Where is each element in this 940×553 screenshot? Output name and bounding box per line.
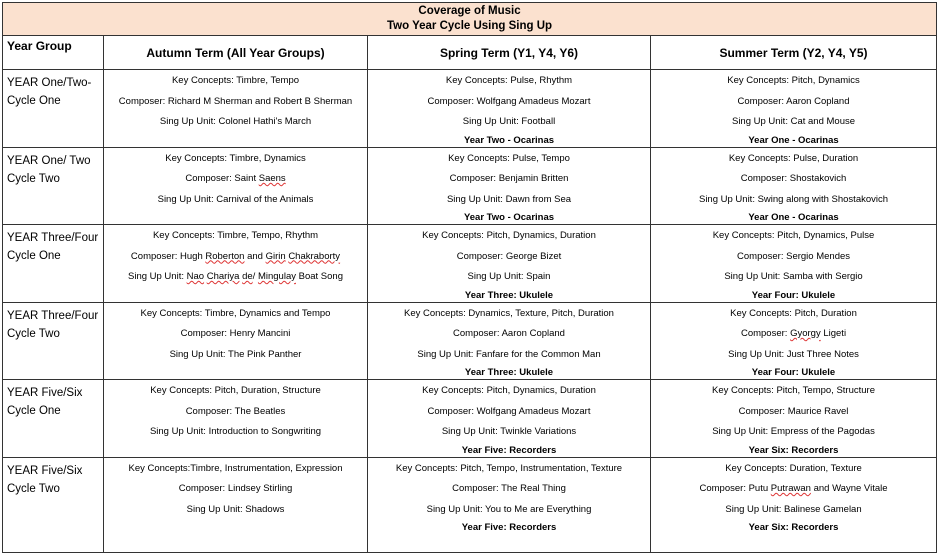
unit-text: Sing Up Unit: [128, 271, 187, 282]
instrument-label: Year Three: Ukulele [464, 367, 554, 378]
composer-text: Ligeti [823, 328, 847, 339]
spellcheck-marked-word: Roberton [205, 250, 245, 262]
header-year-group: Year Group [3, 36, 104, 70]
key-concepts: Key Concepts:Timbre, Instrumentation, Expression [128, 462, 343, 474]
key-concepts: Key Concepts: Pulse, Duration [728, 152, 859, 164]
table-row [3, 225, 937, 303]
composer-text: and Wayne Vitale [810, 483, 888, 494]
key-concepts: Key Concepts: Pulse, Tempo [448, 152, 570, 164]
autumn-cell [104, 147, 368, 225]
year-group-cell: YEAR One/ Two Cycle Two [3, 147, 104, 225]
key-concepts: Key Concepts: Pitch, Tempo, Structure [712, 385, 875, 396]
key-concepts: Key Concepts: Pitch, Dynamics, Pulse [712, 230, 875, 241]
composer [651, 326, 936, 347]
sing-up-unit: Sing Up Unit: Cat and Mouse [731, 116, 856, 127]
spellcheck-marked-word: Chakraborty [288, 250, 341, 262]
summer-cell [651, 70, 937, 148]
composer-text: Composer: [740, 328, 791, 339]
instrument-label: Year One - Ocarinas [748, 212, 839, 223]
instrument-label: Year Six: Recorders [748, 444, 839, 456]
key-concepts: Key Concepts: Pitch, Dynamics, Duration [422, 385, 596, 396]
unit-text: Boat Song [295, 271, 343, 282]
composer: Composer: Shostakovich [740, 173, 847, 184]
composer: Composer: Lindsey Stirling [178, 483, 293, 494]
header-summer-term: Summer Term (Y2, Y4, Y5) [651, 36, 937, 70]
composer: Composer: The Real Thing [452, 483, 566, 494]
table-row [3, 302, 937, 380]
key-concepts: Key Concepts: Pulse, Rhythm [445, 75, 573, 86]
year-group-cell: YEAR Three/Four Cycle One [3, 225, 104, 303]
spring-cell [368, 457, 651, 552]
table-row [3, 380, 937, 458]
sing-up-unit: Sing Up Unit: Swing along with Shostakovich [698, 193, 889, 205]
key-concepts: Key Concepts: Pitch, Dynamics [727, 75, 860, 86]
spellcheck-marked-word: Mingulay [257, 271, 296, 282]
sing-up-unit: Sing Up Unit: Samba with Sergio [724, 271, 863, 282]
spellcheck-marked-word: Girin [265, 250, 286, 262]
composer: Composer: Aaron Copland [453, 328, 565, 339]
autumn-cell [104, 380, 368, 458]
spellcheck-marked-word: Putrawan [770, 483, 811, 494]
spring-cell [368, 225, 651, 303]
autumn-cell [104, 457, 368, 552]
composer [104, 171, 367, 192]
composer: Composer: Henry Mancini [180, 328, 291, 339]
composer-text: Composer: Hugh [130, 250, 206, 262]
spring-cell [368, 302, 651, 380]
sing-up-unit: Sing Up Unit: Football [462, 116, 556, 127]
sing-up-unit: Sing Up Unit: You to Me are Everything [426, 503, 592, 515]
summer-cell [651, 457, 937, 552]
music-coverage-table [2, 2, 937, 553]
sing-up-unit: Sing Up Unit: Fanfare for the Common Man [417, 348, 601, 360]
spring-cell [368, 380, 651, 458]
year-group-cell: YEAR Three/Four Cycle Two [3, 302, 104, 380]
sing-up-unit: Sing Up Unit: Carnival of the Animals [157, 193, 314, 205]
table-title [3, 3, 937, 36]
summer-cell [651, 147, 937, 225]
sing-up-unit: Sing Up Unit: Balinese Gamelan [725, 503, 862, 515]
instrument-label: Year Six: Recorders [748, 522, 839, 533]
sing-up-unit: Sing Up Unit: Just Three Notes [728, 348, 859, 360]
title-line-1: Coverage of Music [418, 5, 521, 17]
composer: Composer: Aaron Copland [737, 95, 850, 107]
composer: Composer: The Beatles [185, 405, 286, 417]
key-concepts: Key Concepts: Duration, Texture [725, 462, 862, 474]
title-line-2: Two Year Cycle Using Sing Up [386, 20, 553, 32]
year-group-cell: YEAR Five/Six Cycle Two [3, 457, 104, 552]
key-concepts: Key Concepts: Dynamics, Texture, Pitch, Duration [404, 307, 614, 319]
composer: Composer: Richard M Sherman and Robert B Sherman [118, 95, 353, 107]
spellcheck-marked-word: Saens [258, 173, 286, 184]
instrument-label: Year Four: Ukulele [751, 367, 836, 378]
header-spring-term: Spring Term (Y1, Y4, Y6) [368, 36, 651, 70]
composer [651, 481, 936, 502]
table-row [3, 147, 937, 225]
summer-cell [651, 380, 937, 458]
table-row [3, 457, 937, 552]
composer-text: Composer: Saint [185, 173, 259, 184]
key-concepts: Key Concepts: Pitch, Duration, Structure [150, 385, 321, 396]
instrument-label: Year Three: Ukulele [464, 289, 554, 301]
year-group-cell: YEAR One/Two-Cycle One [3, 70, 104, 148]
sing-up-unit: Sing Up Unit: Shadows [186, 503, 285, 515]
autumn-cell [104, 225, 368, 303]
spellcheck-marked-word: Gyorgy [790, 328, 821, 339]
year-group-cell: YEAR Five/Six Cycle One [3, 380, 104, 458]
sing-up-unit: Sing Up Unit: Introduction to Songwriting [149, 426, 322, 437]
table-row [3, 70, 937, 148]
autumn-cell [104, 70, 368, 148]
composer: Composer: Wolfgang Amadeus Mozart [427, 95, 591, 107]
sing-up-unit: Sing Up Unit: Spain [467, 271, 551, 282]
composer: Composer: Benjamin Britten [449, 173, 569, 184]
composer-text: Composer: Putu [699, 483, 771, 494]
instrument-label: Year Two - Ocarinas [463, 212, 555, 223]
composer: Composer: Wolfgang Amadeus Mozart [427, 405, 591, 417]
key-concepts: Key Concepts: Timbre, Tempo [171, 75, 300, 86]
sing-up-unit [104, 269, 367, 290]
instrument-label: Year Four: Ukulele [751, 289, 836, 301]
summer-cell [651, 225, 937, 303]
unit-text: / [252, 271, 258, 282]
sing-up-unit: Sing Up Unit: Empress of the Pagodas [712, 426, 875, 437]
instrument-label: Year One - Ocarinas [748, 134, 839, 146]
key-concepts: Key Concepts: Pitch, Dynamics, Duration [422, 230, 596, 241]
key-concepts: Key Concepts: Timbre, Tempo, Rhythm [152, 230, 319, 241]
spellcheck-marked-word: Nao [186, 271, 205, 282]
sing-up-unit: Sing Up Unit: Colonel Hathi's March [159, 116, 312, 127]
summer-cell [651, 302, 937, 380]
autumn-cell [104, 302, 368, 380]
key-concepts: Key Concepts: Timbre, Dynamics [165, 152, 306, 164]
spring-cell [368, 147, 651, 225]
composer: Composer: Sergio Mendes [737, 250, 851, 262]
header-autumn-term: Autumn Term (All Year Groups) [104, 36, 368, 70]
sing-up-unit: Sing Up Unit: Twinkle Variations [441, 426, 577, 437]
composer-text: and [244, 250, 266, 262]
spellcheck-marked-word: de [242, 271, 253, 282]
instrument-label: Year Five: Recorders [461, 444, 557, 456]
key-concepts: Key Concepts: Pitch, Tempo, Instrumentation, Texture [395, 462, 623, 474]
instrument-label: Year Five: Recorders [461, 522, 557, 533]
composer: Composer: Maurice Ravel [738, 405, 849, 417]
composer [104, 249, 367, 270]
sing-up-unit: Sing Up Unit: Dawn from Sea [446, 193, 572, 205]
spellcheck-marked-word: Chariya [206, 271, 240, 282]
spring-cell [368, 70, 651, 148]
key-concepts: Key Concepts: Pitch, Duration [730, 307, 857, 319]
key-concepts: Key Concepts: Timbre, Dynamics and Tempo [140, 307, 331, 319]
composer: Composer: George Bizet [456, 250, 562, 262]
instrument-label: Year Two - Ocarinas [463, 134, 555, 146]
sing-up-unit: Sing Up Unit: The Pink Panther [169, 348, 302, 360]
